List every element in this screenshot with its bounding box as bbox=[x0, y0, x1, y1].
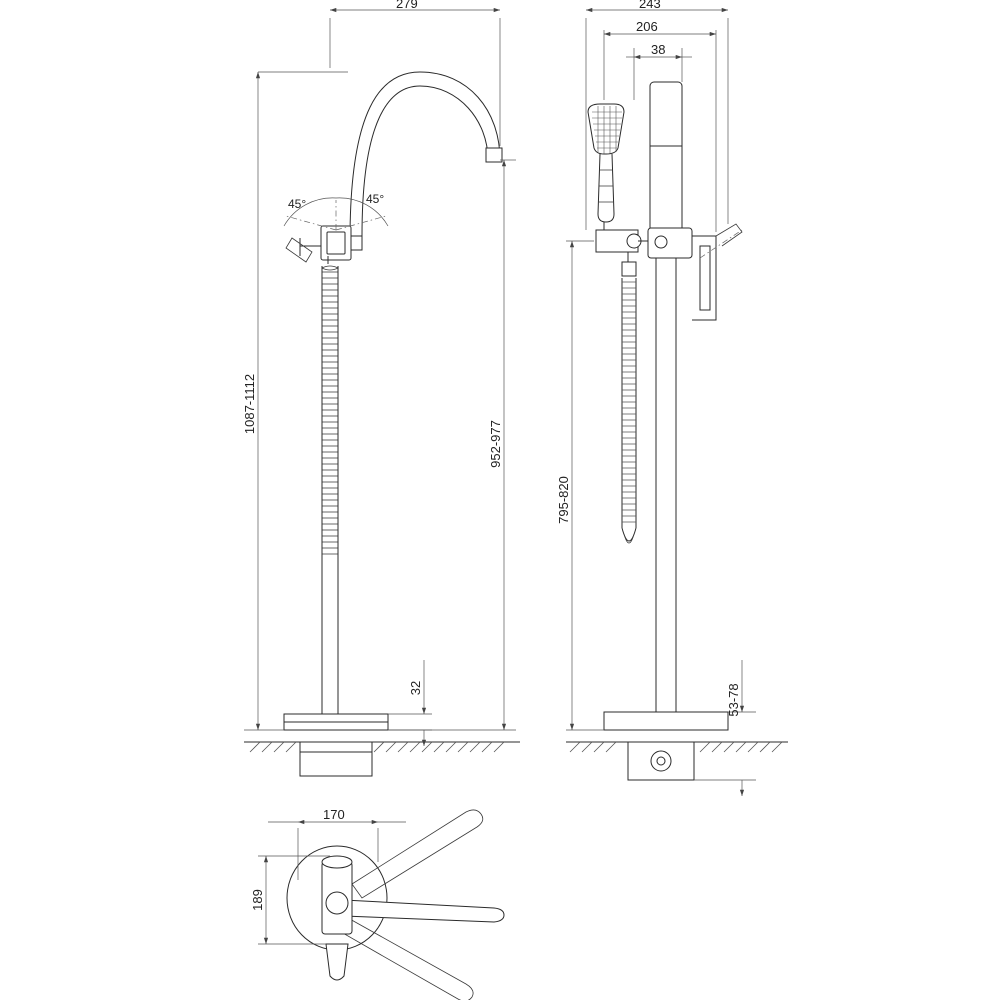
dim-795-820-label: 795-820 bbox=[556, 476, 571, 524]
dim-base-height bbox=[388, 660, 432, 746]
dim-spout-height bbox=[388, 160, 516, 730]
front-spout-outline bbox=[350, 72, 502, 240]
dim-279-label: 279 bbox=[396, 0, 418, 11]
dim-total-height bbox=[242, 72, 348, 730]
dim-spout-reach bbox=[330, 0, 500, 146]
dim-189-label: 189 bbox=[250, 889, 265, 911]
dim-206-label: 206 bbox=[636, 19, 658, 34]
front-floor-line bbox=[244, 742, 520, 752]
side-floor-line bbox=[566, 742, 788, 752]
angle-left-label: 45° bbox=[288, 197, 307, 211]
dim-holder-height bbox=[556, 241, 604, 730]
front-shower-hose bbox=[322, 256, 338, 556]
top-plan-view bbox=[250, 807, 504, 1000]
dim-952-977-label: 952-977 bbox=[488, 420, 503, 468]
dim-38-label: 38 bbox=[651, 42, 666, 57]
front-elevation-view bbox=[242, 0, 520, 776]
angle-right-label: 45° bbox=[366, 192, 385, 206]
dim-1087-1112-label: 1087-1112 bbox=[242, 373, 257, 435]
dim-32-label: 32 bbox=[408, 680, 423, 696]
front-valve-body bbox=[300, 226, 362, 260]
dim-243-label: 243 bbox=[639, 0, 661, 11]
side-shower-holder bbox=[596, 230, 650, 252]
front-column bbox=[322, 556, 338, 718]
dim-53-78-label: 53-78 bbox=[726, 683, 741, 717]
side-base-plate bbox=[604, 712, 728, 780]
dim-170-label: 170 bbox=[323, 807, 345, 822]
side-elevation-view bbox=[556, 0, 788, 796]
plan-valve-body bbox=[322, 856, 352, 980]
side-hand-shower bbox=[588, 104, 624, 236]
side-shower-hose bbox=[622, 252, 636, 543]
front-base-plate bbox=[284, 714, 388, 776]
